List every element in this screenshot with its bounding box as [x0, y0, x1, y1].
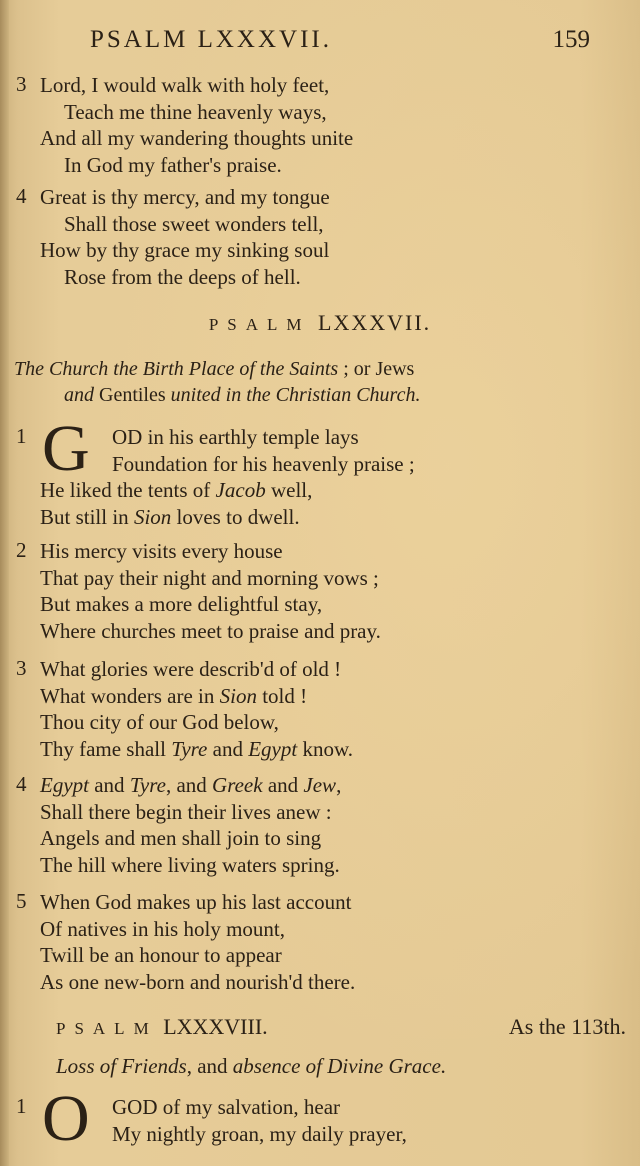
verse-line: Shall those sweet wonders tell, — [64, 211, 324, 236]
psalm-87-subtitle — [14, 356, 630, 408]
subtitle-italic: united in the Christian Church. — [170, 384, 421, 406]
verse-line: Teach me thine heavenly ways, — [64, 99, 327, 124]
verse-line: What glories were describ'd of old ! — [40, 657, 342, 681]
stanza-number: 1 — [16, 424, 27, 448]
stanza-87-3 — [16, 656, 632, 762]
stanza-number: 5 — [16, 889, 27, 913]
verse-line: Foundation for his heavenly praise ; — [112, 451, 415, 476]
psalm-heading-word: PSALM — [56, 1019, 158, 1038]
verse-line: In God my father's praise. — [64, 152, 282, 177]
subtitle-mid: Gentiles — [94, 384, 171, 406]
stanza-88-1 — [16, 1082, 632, 1155]
subtitle-sep: ; or — [338, 358, 376, 380]
subtitle-end: Jews — [375, 358, 415, 380]
stanza-number: 1 — [16, 1094, 27, 1118]
verse-line: How by thy grace my sinking soul — [40, 238, 330, 262]
subtitle-italic: The Church the Birth Place of the Saints — [14, 358, 339, 380]
stanza-number: 2 — [16, 538, 27, 562]
stanza-87-2 — [16, 538, 632, 644]
verse-line: OD in his earthly temple lays — [112, 425, 359, 449]
psalm-87-heading — [0, 310, 640, 336]
stanza-number: 3 — [16, 72, 27, 96]
verse-line: Thy fame shall Tyre and Egypt know. — [40, 736, 353, 761]
psalm-heading-word: PSALM — [208, 315, 311, 334]
stanza-number: 4 — [16, 184, 27, 208]
verse-line: When God makes up his last account — [40, 890, 352, 914]
page-gutter — [0, 0, 9, 1166]
verse-line: His mercy visits every house — [40, 539, 283, 563]
drop-cap: G — [42, 412, 90, 485]
verse-line: Of natives in his holy mount, — [40, 916, 285, 941]
verse-line: He liked the tents of Jacob well, — [40, 478, 313, 502]
verse-line: GOD of my salvation, hear — [112, 1095, 341, 1119]
verse-line: Egypt and Tyre, and Greek and Jew, — [40, 773, 342, 797]
stanza-87-1 — [16, 412, 632, 530]
page-header — [90, 26, 590, 62]
stanza-number: 3 — [16, 656, 27, 680]
verse-line: Where churches meet to praise and pray. — [40, 618, 381, 643]
verse-line: Rose from the deeps of hell. — [64, 264, 301, 289]
psalm-numeral: LXXXVII. — [318, 310, 432, 335]
psalm-88-heading — [56, 1014, 626, 1044]
verse-line: Lord, I would walk with holy feet, — [40, 73, 330, 97]
stanza-87-4 — [16, 772, 632, 878]
verse-line: And all my wandering thoughts unite — [40, 126, 354, 150]
running-title: PSALM LXXXVII. — [90, 26, 332, 53]
subtitle-start: and — [64, 384, 94, 406]
verse-line: My nightly groan, my daily prayer, — [112, 1121, 407, 1146]
page-number: 159 — [552, 26, 590, 53]
drop-cap: O — [42, 1082, 90, 1155]
verse-line: Twill be an honour to appear — [40, 943, 282, 967]
psalm-88-subtitle: Loss of Friends, and absence of Divine Grace. — [56, 1054, 447, 1078]
verse-line: Great is thy mercy, and my tongue — [40, 185, 330, 209]
verse-line: Thou city of our God below, — [40, 710, 279, 734]
verse-line: The hill where living waters spring. — [40, 852, 340, 877]
stanza-86-4 — [16, 184, 632, 290]
verse-line: Shall there begin their lives anew : — [40, 799, 332, 824]
tune-note: As the 113th. — [508, 1014, 626, 1039]
stanza-number: 4 — [16, 772, 27, 796]
psalm-numeral: LXXXVIII. — [163, 1014, 268, 1039]
verse-line: What wonders are in Sion told ! — [40, 683, 308, 708]
verse-line: Angels and men shall join to sing — [40, 826, 322, 850]
stanza-86-3 — [16, 72, 632, 178]
verse-line: But makes a more delightful stay, — [40, 592, 323, 616]
stanza-87-5 — [16, 889, 632, 995]
verse-line: As one new-born and nourish'd there. — [40, 969, 356, 994]
verse-line: But still in Sion loves to dwell. — [40, 504, 300, 529]
verse-line: That pay their night and morning vows ; — [40, 565, 379, 590]
